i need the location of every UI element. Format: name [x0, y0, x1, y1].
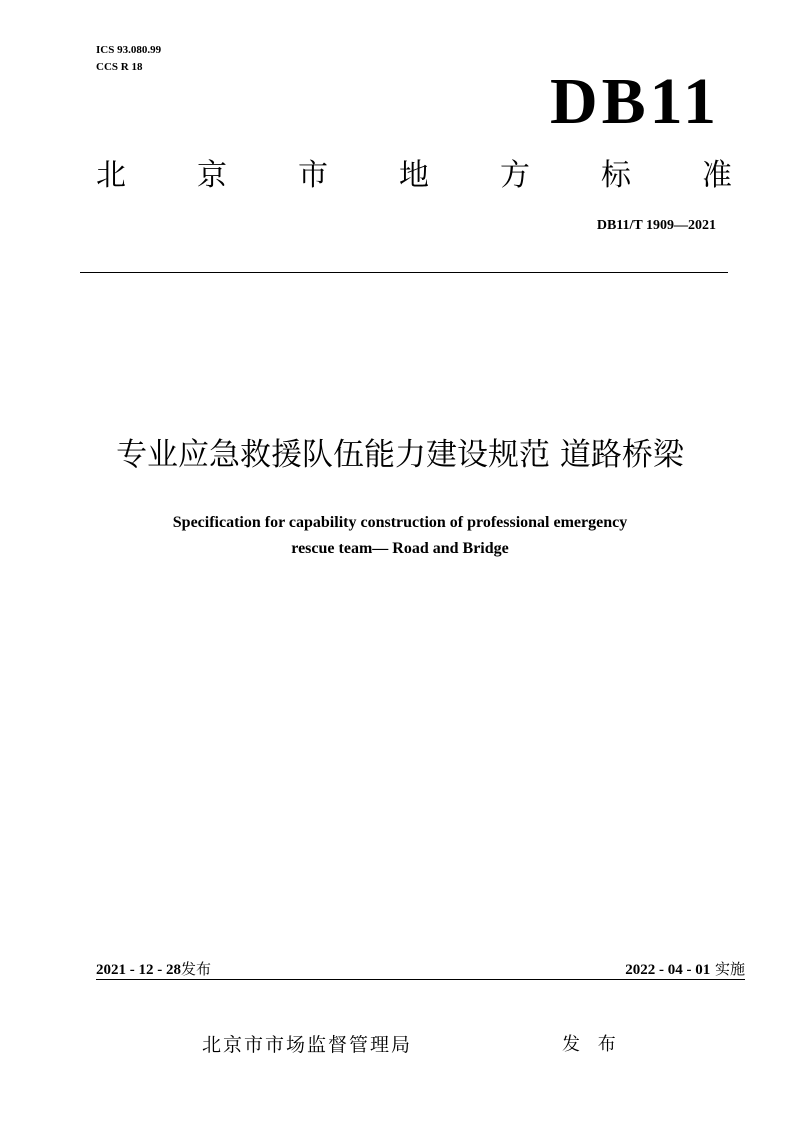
title-english-line1: Specification for capability construction of professional emergency	[172, 514, 628, 531]
standard-type-char: 准	[702, 158, 732, 193]
standard-type-char: 京	[197, 158, 227, 193]
title-chinese: 专业应急救援队伍能力建设规范 道路桥梁	[116, 437, 684, 473]
ics-code: ICS 93.080.99	[96, 44, 162, 56]
title-english	[70, 510, 730, 562]
issue-word: 发 布	[562, 1034, 622, 1055]
standard-number: DB11/T 1909—2021	[596, 218, 716, 233]
issue-date: 2021 - 12 - 28	[96, 962, 181, 978]
ccs-code: CCS R 18	[96, 61, 143, 73]
standard-type-char: 市	[298, 158, 328, 193]
dates-row	[96, 958, 745, 979]
title-english-line2: rescue team— Road and Bridge	[291, 540, 509, 557]
standard-type-char: 方	[500, 158, 530, 193]
footer-divider	[96, 979, 745, 980]
implement-date: 2022 - 04 - 01	[625, 962, 711, 978]
standard-type-char: 北	[96, 158, 126, 193]
issue-label: 发布	[181, 960, 212, 978]
issuer-name: 北京市市场监督管理局	[202, 1034, 413, 1056]
standard-type-char: 标	[601, 158, 631, 193]
standard-type-char: 地	[399, 158, 429, 193]
implement-date-block	[625, 958, 745, 979]
classification-codes	[96, 42, 161, 76]
db-code: DB11	[549, 65, 720, 138]
standard-type	[96, 154, 732, 198]
issue-date-block	[96, 958, 211, 979]
header-divider	[80, 272, 728, 273]
implement-label: 实施	[714, 960, 745, 978]
